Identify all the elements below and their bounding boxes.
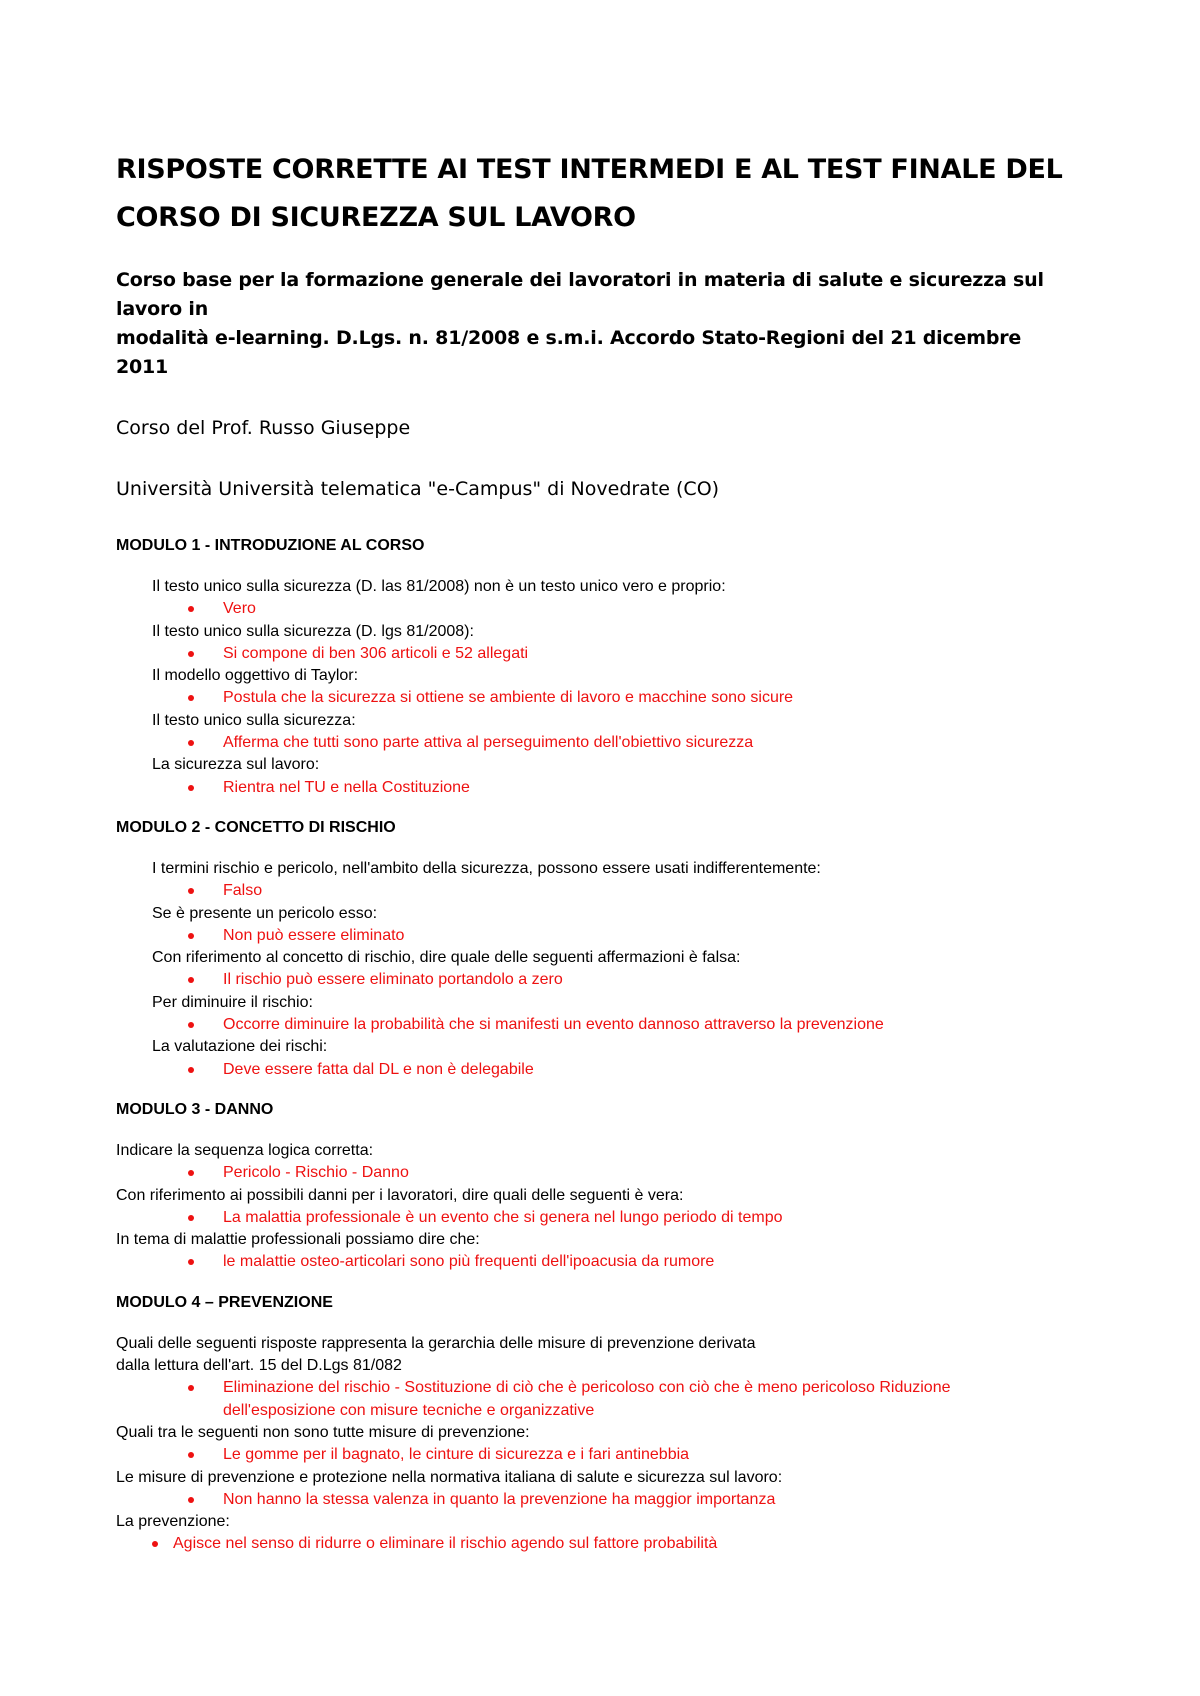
- bullet-icon: [188, 1170, 194, 1176]
- subtitle-line-2: modalità e-learning. D.Lgs. n. 81/2008 e s.m.i. Accordo Stato-Regioni del 21 dicembre 2011: [116, 327, 1022, 378]
- qa-list: [116, 1333, 1076, 1556]
- bullet-icon: [188, 785, 194, 791]
- question: Per diminuire il rischio:: [152, 993, 313, 1011]
- question: I termini rischio e pericolo, nell'ambito della sicurezza, possono essere usati indifferentemente:: [152, 859, 821, 877]
- answer: Non hanno la stessa valenza in quanto la prevenzione ha maggior importanza: [116, 1489, 1076, 1511]
- question: La valutazione dei rischi:: [152, 1038, 328, 1056]
- answer: Pericolo - Rischio - Danno: [116, 1162, 1076, 1184]
- question: Se è presente un pericolo esso:: [152, 904, 378, 922]
- answer: La malattia professionale è un evento che si genera nel lungo periodo di tempo: [116, 1207, 1076, 1229]
- module-heading: MODULO 3 - DANNO: [116, 1100, 274, 1118]
- bullet-icon: [188, 1259, 194, 1265]
- question: Quali delle seguenti risposte rappresenta la gerarchia delle misure di prevenzione derivata dalla lettura dell'art. 15 del D.Lgs 81/082: [116, 1334, 756, 1375]
- answer: le malattie osteo-articolari sono più frequenti dell'ipoacusia da rumore: [116, 1251, 1076, 1273]
- question: Le misure di prevenzione e protezione nella normativa italiana di salute e sicurezza sul lavoro:: [116, 1468, 783, 1486]
- module-2: [116, 817, 1076, 1081]
- module-3: [116, 1099, 1076, 1274]
- title-line-2: CORSO DI SICUREZZA SUL LAVORO: [116, 202, 636, 233]
- document-page: [116, 146, 1076, 1556]
- answer: Eliminazione del rischio - Sostituzione di ciò che è pericoloso con ciò che è meno pericoloso Riduzione dell'esposizione con misure tecniche e organizzative: [116, 1377, 1076, 1422]
- module-heading: MODULO 1 - INTRODUZIONE AL CORSO: [116, 537, 425, 554]
- bullet-icon: [188, 888, 194, 894]
- module-heading: MODULO 2 - CONCETTO DI RISCHIO: [116, 818, 396, 836]
- question: Il testo unico sulla sicurezza (D. las 81/2008) non è un testo unico vero e proprio:: [152, 578, 726, 595]
- question: Con riferimento ai possibili danni per i lavoratori, dire quali delle seguenti è vera:: [116, 1186, 684, 1204]
- bullet-icon: [188, 933, 194, 939]
- bullet-icon: [188, 1022, 194, 1028]
- answer: Non può essere eliminato: [116, 925, 1076, 947]
- question: Indicare la sequenza logica corretta:: [116, 1141, 374, 1159]
- question: Il testo unico sulla sicurezza (D. lgs 81/2008):: [152, 622, 474, 640]
- qa-list: [116, 576, 1076, 799]
- answer: Afferma che tutti sono parte attiva al perseguimento dell'obiettivo sicurezza: [116, 732, 1076, 754]
- question: La prevenzione:: [116, 1513, 230, 1531]
- question: Il testo unico sulla sicurezza:: [152, 711, 356, 729]
- answer: Rientra nel TU e nella Costituzione: [116, 777, 1076, 799]
- answer: Falso: [116, 880, 1076, 902]
- module-1: [116, 535, 1076, 799]
- bullet-icon: [188, 977, 194, 983]
- answer: Postula che la sicurezza si ottiene se ambiente di lavoro e macchine sono sicure: [116, 687, 1076, 709]
- bullet-icon: [188, 1067, 194, 1073]
- university-line: Università Università telematica "e-Campus" di Novedrate (CO): [116, 478, 720, 500]
- answer: Si compone di ben 306 articoli e 52 allegati: [116, 643, 1076, 665]
- answer: Vero: [116, 598, 1076, 620]
- answer: Agisce nel senso di ridurre o eliminare il rischio agendo sul fattore probabilità: [116, 1533, 1076, 1555]
- bullet-icon: [188, 1385, 194, 1391]
- subtitle-line-1: Corso base per la formazione generale dei lavoratori in materia di salute e sicurezza sul lavoro in: [116, 269, 1044, 320]
- bullet-icon: [188, 1452, 194, 1458]
- question: Il modello oggettivo di Taylor:: [152, 667, 359, 685]
- question: In tema di malattie professionali possiamo dire che:: [116, 1231, 480, 1249]
- bullet-icon: [188, 740, 194, 746]
- bullet-icon: [188, 606, 194, 612]
- qa-list: [116, 858, 1076, 1081]
- question: Quali tra le seguenti non sono tutte misure di prevenzione:: [116, 1423, 530, 1441]
- qa-list: [116, 1140, 1076, 1274]
- module-heading: MODULO 4 – PREVENZIONE: [116, 1293, 333, 1311]
- module-4: [116, 1292, 1076, 1556]
- answer: Deve essere fatta dal DL e non è delegabile: [116, 1059, 1076, 1081]
- title-line-1: RISPOSTE CORRETTE AI TEST INTERMEDI E AL TEST FINALE DEL: [116, 154, 1063, 185]
- question: Con riferimento al concetto di rischio, dire quale delle seguenti affermazioni è falsa:: [152, 949, 741, 967]
- document-title: [116, 146, 1076, 242]
- bullet-icon: [188, 1497, 194, 1503]
- answer: Il rischio può essere eliminato portandolo a zero: [116, 969, 1076, 991]
- professor-line: Corso del Prof. Russo Giuseppe: [116, 417, 411, 439]
- answer: Le gomme per il bagnato, le cinture di sicurezza e i fari antinebbia: [116, 1444, 1076, 1466]
- question: La sicurezza sul lavoro:: [152, 756, 320, 774]
- bullet-icon: [188, 695, 194, 701]
- document-subtitle: [116, 266, 1076, 382]
- bullet-icon: [188, 1215, 194, 1221]
- bullet-icon: [188, 651, 194, 657]
- bullet-icon: [152, 1541, 158, 1547]
- answer: Occorre diminuire la probabilità che si manifesti un evento dannoso attraverso la prevenzione: [116, 1014, 1076, 1036]
